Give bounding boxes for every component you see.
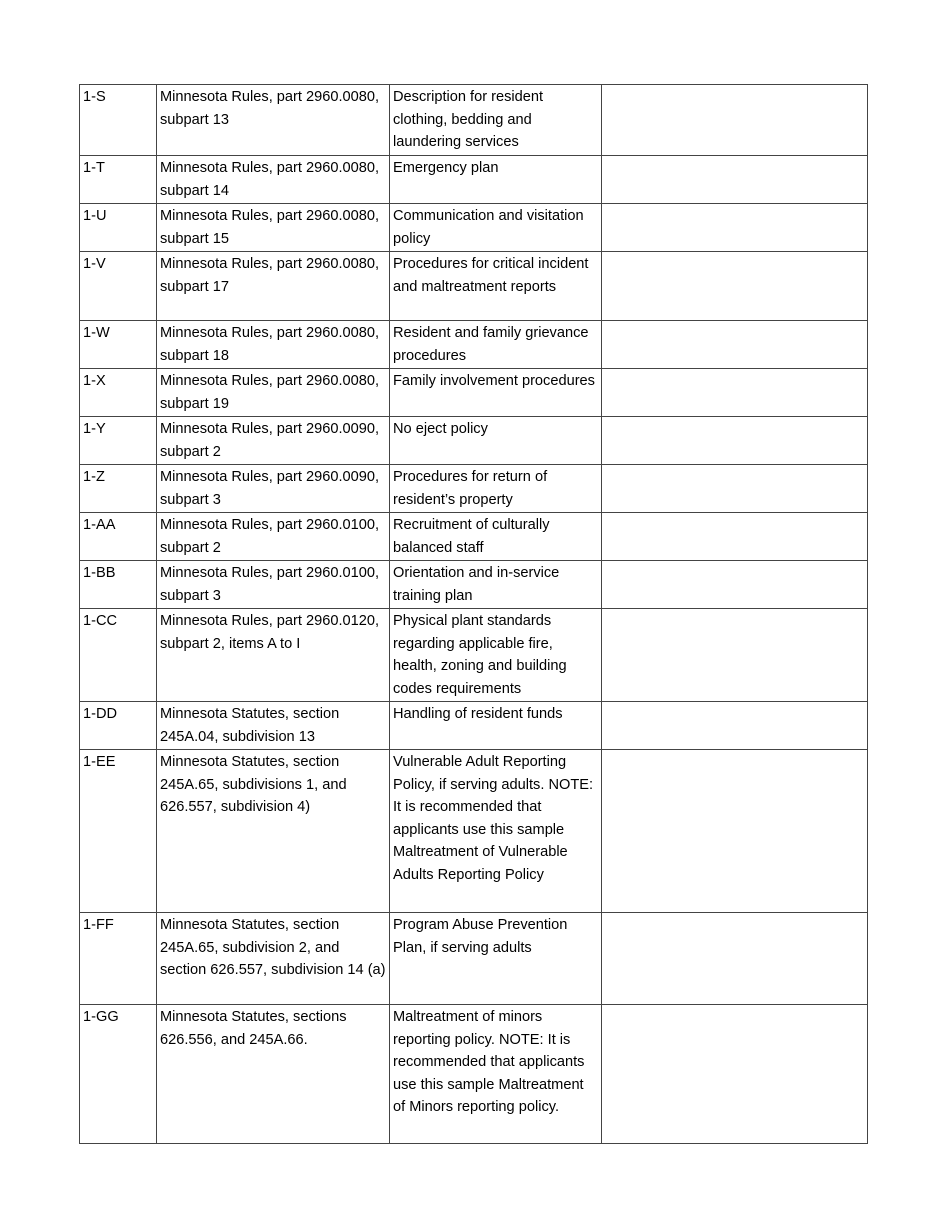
row-description: Description for resident clothing, bedding and laundering services [390,85,602,156]
row-description: No eject policy [390,417,602,465]
row-id: 1-U [80,204,157,252]
row-reference: Minnesota Rules, part 2960.0120, subpart 2, items A to I [157,609,390,702]
row-reference: Minnesota Statutes, section 245A.04, subdivision 13 [157,702,390,750]
row-id: 1-W [80,321,157,369]
table-row [80,750,868,913]
row-id: 1-FF [80,913,157,1005]
row-notes [602,702,868,750]
row-reference: Minnesota Statutes, sections 626.556, and 245A.66. [157,1005,390,1144]
row-reference: Minnesota Rules, part 2960.0090, subpart 2 [157,417,390,465]
row-notes [602,561,868,609]
row-reference: Minnesota Rules, part 2960.0100, subpart 3 [157,561,390,609]
table-row [80,561,868,609]
row-id: 1-X [80,369,157,417]
row-id: 1-GG [80,1005,157,1144]
row-reference: Minnesota Rules, part 2960.0080, subpart 18 [157,321,390,369]
row-notes [602,513,868,561]
row-reference: Minnesota Statutes, section 245A.65, subdivision 2, and section 626.557, subdivision 14 (a) [157,913,390,1005]
row-notes [602,609,868,702]
table-row [80,252,868,321]
row-id: 1-Z [80,465,157,513]
table-row [80,204,868,252]
row-reference: Minnesota Rules, part 2960.0090, subpart 3 [157,465,390,513]
row-description: Physical plant standards regarding applicable fire, health, zoning and building codes requirements [390,609,602,702]
table-row [80,321,868,369]
row-notes [602,465,868,513]
row-id: 1-Y [80,417,157,465]
table-row [80,1005,868,1144]
row-description: Orientation and in-service training plan [390,561,602,609]
row-notes [602,321,868,369]
row-notes [602,85,868,156]
row-id: 1-CC [80,609,157,702]
row-description: Handling of resident funds [390,702,602,750]
row-id: 1-DD [80,702,157,750]
row-notes [602,204,868,252]
row-notes [602,913,868,1005]
row-reference: Minnesota Rules, part 2960.0080, subpart 19 [157,369,390,417]
row-description: Maltreatment of minors reporting policy. NOTE: It is recommended that applicants use this sample Maltreatment of Minors reporting policy. [390,1005,602,1144]
requirements-table [79,84,868,1144]
row-description: Family involvement procedures [390,369,602,417]
row-id: 1-AA [80,513,157,561]
table-row [80,369,868,417]
table-row [80,156,868,204]
row-description: Procedures for critical incident and maltreatment reports [390,252,602,321]
table-row [80,513,868,561]
row-notes [602,369,868,417]
row-reference: Minnesota Rules, part 2960.0100, subpart 2 [157,513,390,561]
table-row [80,417,868,465]
row-reference: Minnesota Statutes, section 245A.65, subdivisions 1, and 626.557, subdivision 4) [157,750,390,913]
row-id: 1-V [80,252,157,321]
row-id: 1-BB [80,561,157,609]
row-reference: Minnesota Rules, part 2960.0080, subpart 17 [157,252,390,321]
row-id: 1-T [80,156,157,204]
row-notes [602,156,868,204]
row-description: Program Abuse Prevention Plan, if serving adults [390,913,602,1005]
table-row [80,85,868,156]
table-row [80,465,868,513]
row-description: Procedures for return of resident’s property [390,465,602,513]
table-row [80,913,868,1005]
table-row [80,609,868,702]
row-notes [602,750,868,913]
row-notes [602,1005,868,1144]
row-reference: Minnesota Rules, part 2960.0080, subpart 13 [157,85,390,156]
row-notes [602,252,868,321]
row-description: Vulnerable Adult Reporting Policy, if serving adults. NOTE: It is recommended that applicants use this sample Maltreatment of Vulnerable Adults Reporting Policy [390,750,602,913]
row-reference: Minnesota Rules, part 2960.0080, subpart 15 [157,204,390,252]
row-description: Emergency plan [390,156,602,204]
table-row [80,702,868,750]
row-id: 1-S [80,85,157,156]
row-description: Recruitment of culturally balanced staff [390,513,602,561]
row-description: Communication and visitation policy [390,204,602,252]
row-id: 1-EE [80,750,157,913]
row-notes [602,417,868,465]
row-reference: Minnesota Rules, part 2960.0080, subpart 14 [157,156,390,204]
row-description: Resident and family grievance procedures [390,321,602,369]
